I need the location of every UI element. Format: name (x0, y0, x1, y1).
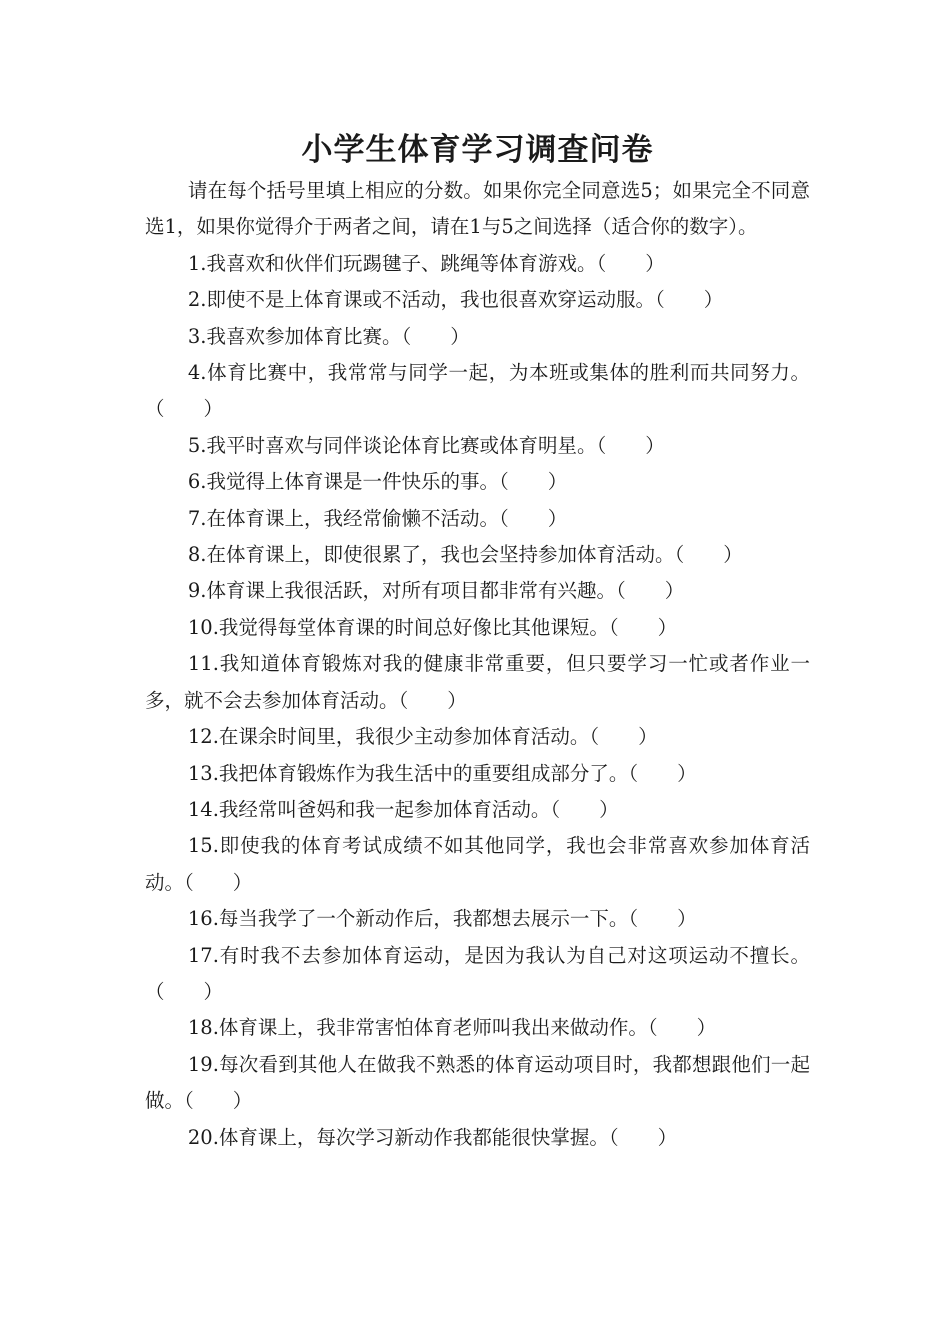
question-20: 20.体育课上，每次学习新动作我都能很快掌握。（ ） (187, 1125, 678, 1149)
question-11: 11.我知道体育锻炼对我的健康非常重要，但只要学习一忙或者作业一多，就不会去参加体育活动。（ ） (145, 652, 810, 712)
question-10: 10.我觉得每堂体育课的时间总好像比其他课短。（ ） (187, 615, 678, 639)
question-5: 5.我平时喜欢与同伴谈论体育比赛或体育明星。（ ） (187, 433, 665, 457)
document-title: 小学生体育学习调查问卷 (301, 132, 654, 168)
question-2: 2.即使不是上体育课或不活动，我也很喜欢穿运动服。（ ） (187, 288, 724, 312)
question-1: 1.我喜欢和伙伴们玩踢毽子、跳绳等体育游戏。（ ） (187, 251, 665, 275)
question-8: 8.在体育课上，即使很累了，我也会坚持参加体育活动。（ ） (187, 543, 743, 567)
question-16: 16.每当我学了一个新动作后，我都想去展示一下。（ ） (187, 907, 697, 931)
question-17: 17.有时我不去参加体育运动，是因为我认为自己对这项运动不擅长。（ ） (145, 943, 810, 1003)
question-13: 13.我把体育锻炼作为我生活中的重要组成部分了。（ ） (187, 761, 697, 785)
question-9: 9.体育课上我很活跃，对所有项目都非常有兴趣。（ ） (187, 579, 685, 603)
question-14: 14.我经常叫爸妈和我一起参加体育活动。（ ） (187, 797, 619, 821)
document-page (145, 128, 810, 1156)
question-15: 15.即使我的体育考试成绩不如其他同学，我也会非常喜欢参加体育活动。（ ） (145, 834, 810, 894)
question-19: 19.每次看到其他人在做我不熟悉的体育运动项目时，我都想跟他们一起做。（ ） (145, 1052, 810, 1113)
question-3: 3.我喜欢参加体育比赛。（ ） (187, 324, 470, 348)
question-18: 18.体育课上，我非常害怕体育老师叫我出来做动作。（ ） (187, 1016, 717, 1040)
question-6: 6.我觉得上体育课是一件快乐的事。（ ） (187, 470, 568, 494)
question-4: 4.体育比赛中，我常常与同学一起，为本班或集体的胜利而共同努力。（ ） (145, 361, 810, 421)
question-12: 12.在课余时间里，我很少主动参加体育活动。（ ） (187, 725, 658, 749)
question-7: 7.在体育课上，我经常偷懒不活动。（ ） (187, 506, 568, 530)
instructions-paragraph: 请在每个括号里填上相应的分数。如果你完全同意选5；如果完全不同意选1，如果你觉得介于两者之间，请在1与5之间选择（适合你的数字）。 (145, 179, 810, 239)
